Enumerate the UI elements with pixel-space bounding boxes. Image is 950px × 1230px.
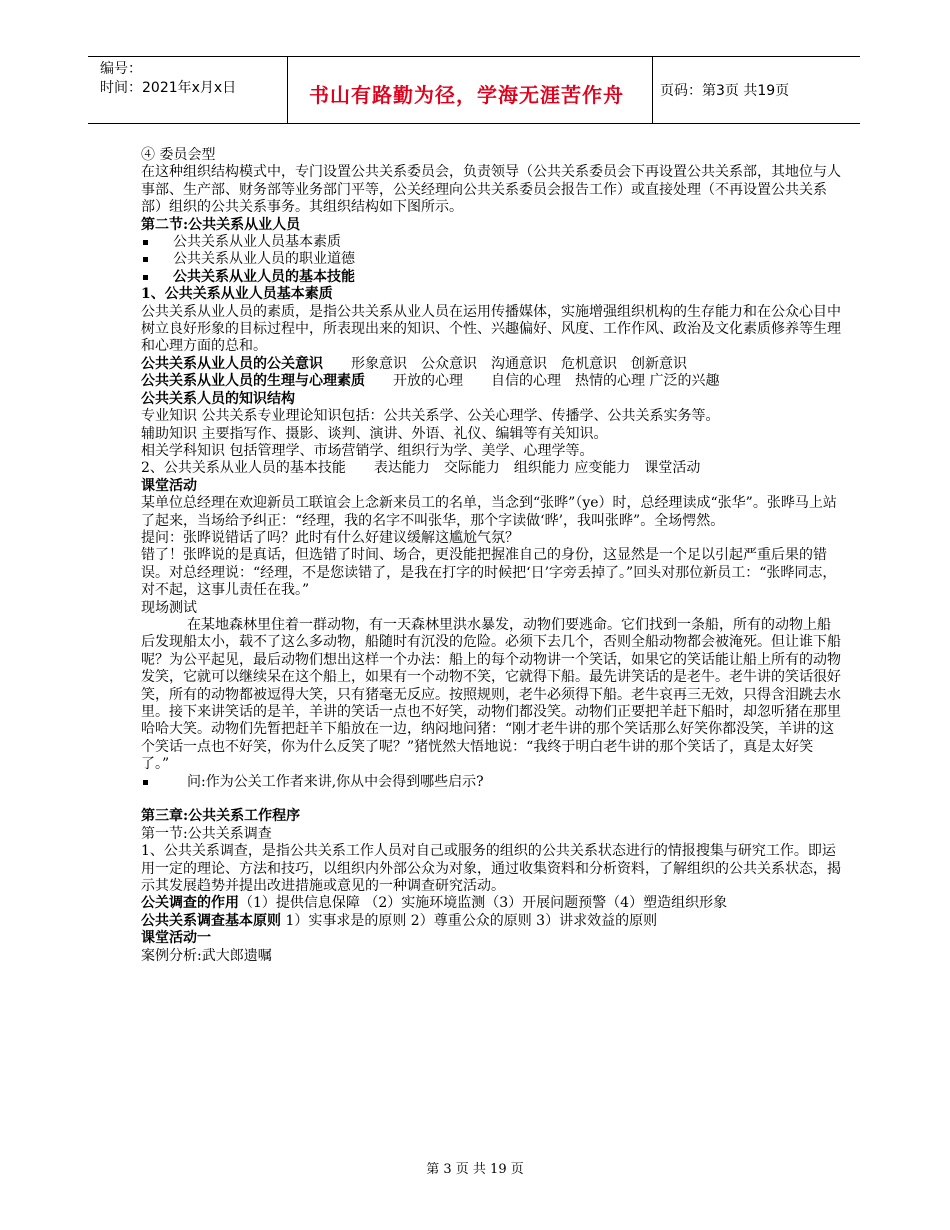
psych-quality-row: [141, 373, 841, 390]
skill-item: 应变能力: [574, 460, 631, 477]
survey-principle-text: 1）实事求是的原则 2）尊重公众的原则 3）讲求效益的原则: [281, 912, 658, 929]
survey-function-label: 公关调查的作用: [141, 895, 239, 912]
survey-function-text: （1）提供信息保障 （2）实施环境监测（3）开展问题预警（4）塑造组织形象: [239, 895, 728, 912]
psych-item: 开放的心理: [393, 373, 463, 390]
awareness-item: 公众意识: [421, 355, 477, 372]
section-1-heading: 第一节:公共关系调查: [141, 825, 272, 842]
psych-quality-label: 公共关系从业人员的生理与心理素质: [141, 373, 365, 390]
header-divider-right: [652, 56, 653, 123]
basic-quality-paragraph: 公共关系从业人员的素质，是指公共关系从业人员在运用传播媒体，实施增强组织机构的生存能力和在公众心目中树立良好形象的目标过程中，所表现出来的知识、个性、兴趣偏好、风度、工作作风、政治及文化素质修养等生理和心理方面的总和。: [141, 303, 841, 355]
header-top-rule: [88, 56, 860, 57]
case-analysis-label: 案例分析:武大郎遗嘱: [141, 947, 272, 964]
header-divider-left: [287, 56, 288, 123]
header-bottom-rule: [88, 123, 860, 124]
awareness-item: 沟通意识: [491, 355, 547, 372]
skill-item: 课堂活动: [644, 460, 701, 477]
survey-principle-row: [141, 913, 841, 930]
chapter-3-heading: 第三章:公共关系工作程序: [141, 808, 301, 825]
basic-skills-label: 2、公共关系从业人员的基本技能: [141, 460, 346, 477]
question-paragraph: 提问：张晔说错话了吗？此时有什么好建议缓解这尴尬气氛？: [141, 529, 519, 546]
survey-function-row: [141, 895, 841, 912]
survey-paragraph: 1、公共关系调查，是指公共关系工作人员对自己或服务的组织的公共关系状态进行的情报搜集与研究工作。即运用一定的理论、方法和技巧，以组织内外部公众为对象，通过收集资料和分析资料，了解组织的公共关系状态，揭示其发展趋势并提出改进措施或意见的一种调查研究活动。: [141, 843, 841, 895]
header-page-info: 页码：第3页 共19页: [660, 83, 790, 99]
class-activity-1-heading: 课堂活动一: [141, 930, 211, 947]
pr-awareness-label: 公共关系从业人员的公关意识: [141, 355, 323, 372]
knowledge-professional: 专业知识 公共关系专业理论知识包括：公共关系学、公关心理学、传播学、公共关系实务等。: [141, 408, 720, 425]
psych-item: 广泛的兴趣: [649, 373, 720, 390]
bullet-item: 公共关系从业人员的基本技能: [141, 269, 841, 286]
document-body: [141, 147, 841, 965]
knowledge-auxiliary: 辅助知识 主要指写作、摄影、谈判、演讲、外语、礼仪、编辑等有关知识。: [141, 425, 608, 442]
committee-type-heading: ④ 委员会型: [141, 147, 216, 163]
case-paragraph: 某单位总经理在欢迎新员工联谊会上念新来员工的名单，当念到“张晔”（ye）时，总经理读成“张华”。张晔马上站了起来，当场给予纠正：“经理，我的名字不叫张华，那个字读做‘晔’，我叫张晔”。全场愕然。: [141, 495, 837, 529]
question-bullet: 问:作为公关工作者来讲,你从中会得到哪些启示?: [141, 774, 841, 791]
bullet-item: 公共关系从业人员基本素质: [141, 234, 841, 251]
basic-skills-row: [141, 460, 841, 477]
page-footer: 第 3 页 共 19 页: [426, 1162, 524, 1177]
bullet-item: 公共关系从业人员的职业道德: [141, 251, 841, 268]
skill-item: 表达能力: [373, 460, 430, 477]
awareness-item: 危机意识: [561, 355, 617, 372]
document-number-label: 编号：: [100, 61, 142, 77]
live-test-label: 现场测试: [141, 599, 197, 616]
awareness-item: 形象意识: [351, 355, 407, 372]
skill-item: 交际能力: [443, 460, 500, 477]
section-2-heading: 第二节:公共关系从业人员: [141, 216, 301, 233]
committee-type-paragraph: 在这种组织结构模式中，专门设置公共关系委员会，负责领导（公共关系委员会下再设置公共关系部，其地位与人事部、生产部、财务部等业务部门平等，公关经理向公共关系委员会报告工作）或直接处理（不再设置公共关系部）组织的公共关系事务。其组织结构如下图所示。: [141, 164, 841, 216]
knowledge-related: 相关学科知识 包括管理学、市场营销学、组织行为学、美学、心理学等。: [141, 442, 594, 459]
document-time-label: 时间：2021年x月x日: [100, 80, 237, 96]
class-activity-heading: 课堂活动: [141, 477, 197, 494]
basic-quality-heading: 1、公共关系从业人员基本素质: [141, 286, 333, 303]
header-motto: 书山有路勤为径，学海无涯苦作舟: [309, 83, 624, 107]
psych-item: 自信的心理: [491, 373, 561, 390]
skill-item: 组织能力: [513, 460, 570, 477]
awareness-item: 创新意识: [631, 355, 687, 372]
answer-paragraph: 错了！张晔说的是真话，但选错了时间、场合，更没能把握准自己的身份，这显然是一个足以引起严重后果的错误。对总经理说：“经理，不是您读错了，是我在打字的时候把‘日’字旁丢掉了。”回头对那位新员工：“张晔同志，对不起，这事儿责任在我。”: [141, 547, 837, 599]
survey-principle-label: 公共关系调查基本原则: [141, 912, 281, 929]
knowledge-structure-heading: 公共关系人员的知识结构: [141, 390, 295, 407]
psych-item: 热情的心理: [575, 373, 645, 390]
pr-awareness-row: [141, 356, 841, 373]
story-paragraph: 在某地森林里住着一群动物，有一天森林里洪水暴发，动物们要逃命。它们找到一条船，所有的动物上船后发现船太小，载不了这么多动物，船随时有沉没的危险。必须下去几个，否则全船动物都会被淹死。但让谁下船呢？为公平起见，最后动物们想出这样一个办法：船上的每个动物讲一个笑话，如果它的笑话能让船上所有的动物发笑，它就可以继续呆在这个船上，如果有一个动物不笑，它就得下船。最先讲笑话的是老牛。老牛讲的笑话很好笑，所有的动物都被逗得大笑，只有猪毫无反应。按照规则，老牛必须得下船。老牛哀再三无效，只得含泪跳去水里。接下来讲笑话的是羊，羊讲的笑话一点也不好笑，动物们都没笑。动物们正要把羊赶下船时，却忽听猪在那里哈哈大笑。动物们先暂把赶羊下船放在一边，纳闷地问猪：“刚才老牛讲的那个笑话那么好笑你都没笑，羊讲的这个笑话一点也不好笑，你为什么反笑了呢？”猪恍然大悟地说：“我终于明白老牛讲的那个笑话了，真是太好笑了。”: [141, 616, 841, 773]
